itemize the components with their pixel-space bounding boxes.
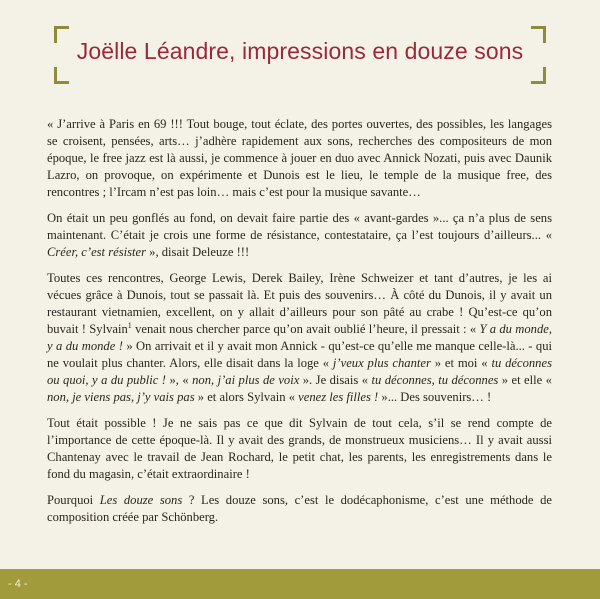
text-run: », «	[166, 373, 193, 387]
page-number: - 4 -	[8, 578, 28, 590]
quote-italic: tu déconnes ou quoi, y a du public !	[47, 356, 552, 387]
text-run: ». Je disais «	[299, 373, 372, 387]
quote-italic: non, je viens pas, j’y vais pas	[47, 390, 195, 404]
text-run: Pourquoi	[47, 493, 100, 507]
title-italic: Les douze sons	[99, 493, 183, 507]
page-title: Joëlle Léandre, impressions en douze sons	[76, 38, 524, 64]
text-run: Toutes ces rencontres, George Lewis, Derek Bailey, Irène Schweizer et tant d’autres, je les ai vécues grâce à Dunois, tout se passait là. Et puis des souvenirs… À côté du Dunois, il y avait un restaurant vietnamien, excellent, on y allait d’ailleurs pour son pâté au crabe ! Qu’est-ce qu’on buvait ! Sylvain	[47, 271, 552, 336]
article-body	[47, 116, 552, 535]
text-run: venait nous chercher parce qu’on avait oublié l’heure, il pressait : «	[131, 322, 480, 336]
quote-italic: non, j’ai plus de voix	[192, 373, 300, 387]
paragraph-1: « J’arrive à Paris en 69 !!! Tout bouge, tout éclate, des portes ouvertes, des possibles, les langages se croisent, pensées, arts… j’adhère rapidement aux sons, recherches des compositeurs de mon époque, le free jazz est là aussi, je commence à jouer en duo avec Annick Nozati, puis avec Daunik Lazro, on provoque, on expérimente et Dunois est le lieu, le temple de la musique free, des rencontres ; l’Ircam n’est pas loin… mais c’est pour la musique savante…	[47, 117, 552, 199]
quote-italic: Créer, c’est résister	[47, 245, 146, 259]
text-run: » et alors Sylvain «	[194, 390, 299, 404]
title-frame	[54, 26, 546, 84]
footer-band	[0, 569, 600, 599]
corner-bracket-bottom-left	[54, 67, 69, 84]
corner-bracket-bottom-right	[531, 67, 546, 84]
paragraph-3	[47, 270, 552, 406]
text-run: On était un peu gonflés au fond, on devait faire partie des « avant-gardes »... ça n’a plus de sens maintenant. C’était je crois une forme de résistance, contestataire, ça l’est toujours d’ailleurs... «	[47, 211, 552, 242]
quote-italic: tu déconnes, tu déconnes	[371, 373, 499, 387]
text-run: » et elle «	[498, 373, 552, 387]
text-run: »... Des souvenirs… !	[378, 390, 492, 404]
footnote-marker: 1	[127, 320, 132, 330]
paragraph-2	[47, 210, 552, 261]
quote-italic: Y a du monde, y a du monde !	[47, 322, 552, 353]
quote-italic: j’veux plus chanter	[332, 356, 431, 370]
text-run: » On arrivait et il y avait mon Annick - qu’est-ce qu’elle me manque celle-là... - qui ne voulait plus chanter. Alors, elle disait dans la loge «	[47, 339, 553, 370]
paragraph-4: Tout était possible ! Je ne sais pas ce que dit Sylvain de tout cela, s’il se rend compte de l’importance de cette époque-là. Il y avait des grands, de monstrueux musiciens… Il y avait aussi Chantenay avec le travail de Jean Rochard, le petit chat, les parents, les enregistrements dans le fond du magasin, c’était extraordinaire !	[47, 416, 552, 481]
text-run: », disait Deleuze !!!	[146, 245, 250, 259]
quote-italic: venez les filles !	[298, 390, 379, 404]
text-run: » et moi «	[430, 356, 492, 370]
text-run: ? Les douze sons, c’est le dodécaphonisme, c’est une méthode de composition créée par Schönberg.	[47, 493, 552, 524]
paragraph-5	[47, 492, 552, 526]
